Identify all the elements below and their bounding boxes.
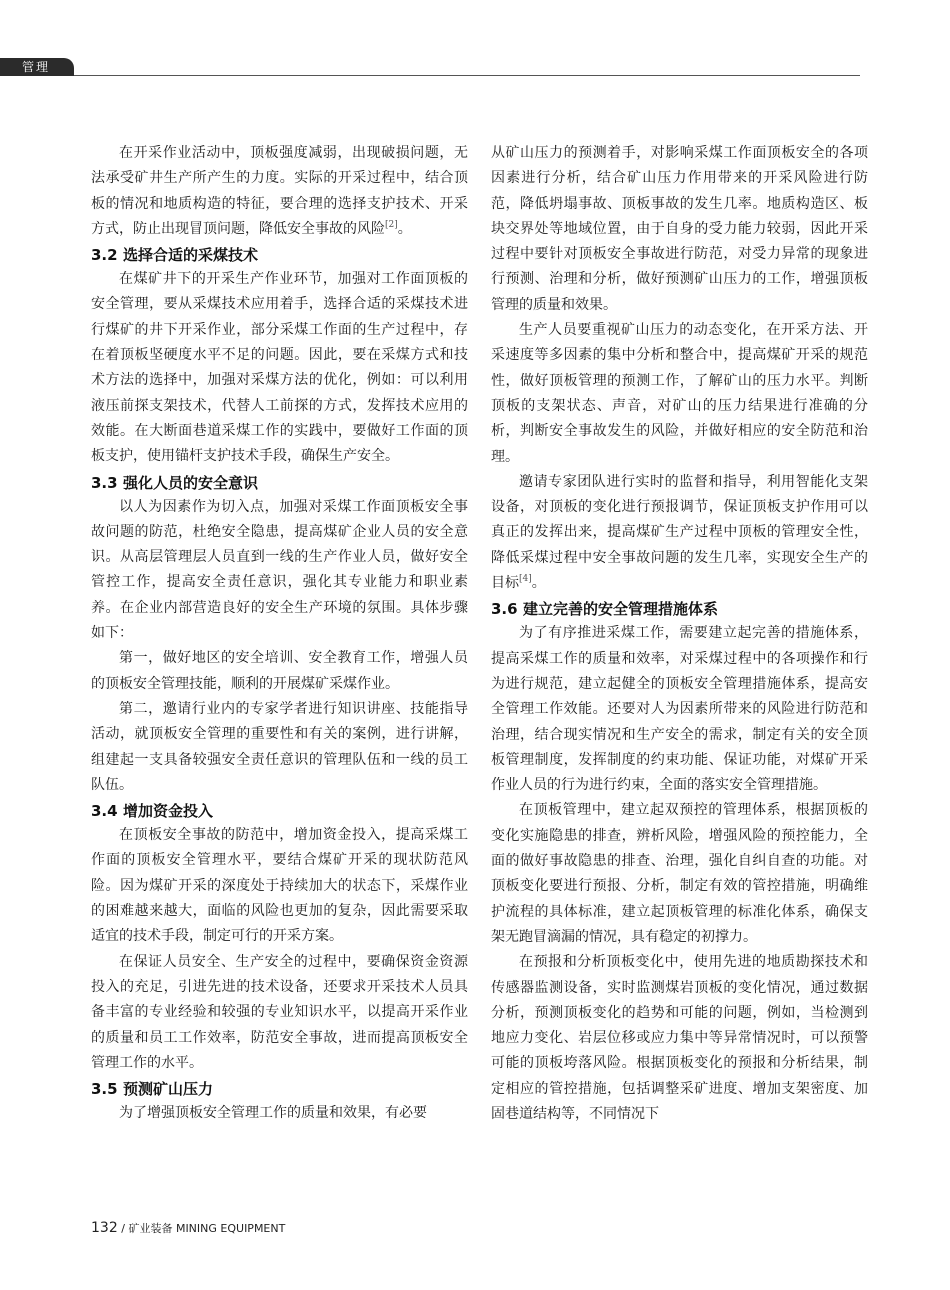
paragraph: 在顶板管理中，建立起双预控的管理体系，根据顶板的变化实施隐患的排查，辨析风险，增强风险的预控能力，全面的做好事故隐患的排查、治理，强化自纠自查的功能。对顶板变化要进行预报、分析，制定有效的管控措施，明确维护流程的具体标准，建立起顶板管理的标准化体系，确保支架无跑冒滴漏的情况，具有稳定的初撑力。 bbox=[491, 802, 868, 945]
paragraph: 在预报和分析顶板变化中，使用先进的地质勘探技术和传感器监测设备，实时监测煤岩顶板的变化情况，通过数据分析，预测顶板变化的趋势和可能的问题，例如，当检测到地应力变化、岩层位移或应力集中等异常情况时，可以预警可能的顶板垮落风险。根据顶板变化的预报和分析结果，制定相应的管控措施，包括调整采矿进度、增加支架密度、加固巷道结构等，不同情况下 bbox=[491, 954, 868, 1122]
section-heading-3-3: 3.3 强化人员的安全意识 bbox=[91, 473, 259, 492]
citation-ref: [2] bbox=[385, 219, 398, 230]
section-tab: 管理 bbox=[0, 58, 74, 76]
paragraph: 第一，做好地区的安全培训、安全教育工作，增强人员的顶板安全管理技能，顺利的开展煤矿采煤作业。 bbox=[91, 650, 468, 692]
paragraph: 生产人员要重视矿山压力的动态变化，在开采方法、开采速度等多因素的集中分析和整合中，提高煤矿开采的规范性，做好顶板管理的预测工作，了解矿山的压力水平。判断顶板的支架状态、声音，对矿山的压力结果进行准确的分析，判断安全事故发生的风险，并做好相应的安全防范和治理。 bbox=[491, 322, 868, 465]
section-heading-3-4: 3.4 增加资金投入 bbox=[91, 802, 214, 821]
paragraph: 从矿山压力的预测着手，对影响采煤工作面顶板安全的各项因素进行分析，结合矿山压力作用带来的开采风险进行防范，降低坍塌事故、顶板事故的发生几率。地质构造区、板块交界处等地域位置，由于自身的受力能力较弱，因此开采过程中要针对顶板安全事故进行防范，对受力异常的现象进行预测、治理和分析，做好预测矿山压力的工作，增强顶板管理的质量和效果。 bbox=[491, 145, 868, 313]
journal-name: 矿业装备 MINING EQUIPMENT bbox=[128, 1222, 286, 1235]
paragraph: 邀请专家团队进行实时的监督和指导，利用智能化支架设备，对顶板的变化进行预报调节，保证顶板支护作用可以真正的发挥出来，提高煤矿生产过程中顶板的管理安全性，降低采煤过程中安全事故问题的发生几率，实现安全生产的目标[4]。 bbox=[491, 473, 868, 592]
section-heading-3-5: 3.5 预测矿山压力 bbox=[91, 1080, 214, 1099]
page-number: 132 bbox=[91, 1220, 118, 1236]
left-column bbox=[91, 141, 468, 1126]
right-column bbox=[491, 141, 868, 1127]
section-heading-3-6: 3.6 建立完善的安全管理措施体系 bbox=[491, 600, 719, 619]
paragraph: 在煤矿井下的开采生产作业环节，加强对工作面顶板的安全管理，要从采煤技术应用着手，选择合适的采煤技术进行煤矿的井下开采作业，部分采煤工作面的生产过程中，存在着顶板坚硬度水平不足的问题。因此，要在采煤方式和技术方法的选择中，加强对采煤方法的优化，例如：可以利用液压前探支架技术，代替人工前探的方式，发挥技术应用的效能。在大断面巷道采煤工作的实践中，要做好工作面的顶板支护，使用锚杆支护技术手段，确保生产安全。 bbox=[91, 271, 468, 465]
paragraph: 为了有序推进采煤工作，需要建立起完善的措施体系，提高采煤工作的质量和效率，对采煤过程中的各项操作和行为进行规范，建立起健全的顶板安全管理措施体系，提高安全管理工作效能。还要对人为因素所带来的风险进行防范和治理，结合现实情况和生产安全的需求，制定有关的安全顶板管理制度，发挥制度的约束功能、保证功能，对煤矿开采作业人员的行为进行约束，全面的落实安全管理措施。 bbox=[491, 625, 868, 794]
paragraph: 在保证人员安全、生产安全的过程中，要确保资金资源投入的充足，引进先进的技术设备，还要求开采技术人员具备丰富的专业经验和较强的专业知识水平，以提高开采作业的质量和员工工作效率，防范安全事故，进而提高顶板安全管理工作的水平。 bbox=[91, 953, 468, 1071]
paragraph: 第二，邀请行业内的专家学者进行知识讲座、技能指导活动，就顶板安全管理的重要性和有关的案例，进行讲解，组建起一支具备较强安全责任意识的管理队伍和一线的员工队伍。 bbox=[91, 700, 468, 793]
page-footer bbox=[91, 1220, 285, 1236]
header-rule bbox=[74, 75, 860, 76]
section-heading-3-2: 3.2 选择合适的采煤技术 bbox=[91, 246, 259, 265]
footer-separator: / bbox=[121, 1222, 125, 1235]
paragraph: 在开采作业活动中，顶板强度减弱，出现破损问题，无法承受矿井生产所产生的力度。实际的开采过程中，结合顶板的情况和地质构造的特征，要合理的选择支护技术、开采方式，防止出现冒顶问题，降低安全事故的风险[2]。 bbox=[91, 145, 468, 237]
paragraph: 在顶板安全事故的防范中，增加资金投入，提高采煤工作面的顶板安全管理水平，要结合煤矿开采的现状防范风险。因为煤矿开采的深度处于持续加大的状态下，采煤作业的困难越来越大，面临的风险也更加的复杂，因此需要采取适宜的技术手段，制定可行的开采方案。 bbox=[91, 827, 468, 945]
paragraph: 以人为因素作为切入点，加强对采煤工作面顶板安全事故问题的防范，杜绝安全隐患，提高煤矿企业人员的安全意识。从高层管理层人员直到一线的生产作业人员，做好安全管控工作，提高安全责任意识，强化其专业能力和职业素养。在企业内部营造良好的安全生产环境的氛围。具体步骤如下： bbox=[91, 498, 468, 642]
citation-ref: [4] bbox=[519, 574, 532, 585]
paragraph: 为了增强顶板安全管理工作的质量和效果，有必要 bbox=[119, 1105, 427, 1122]
